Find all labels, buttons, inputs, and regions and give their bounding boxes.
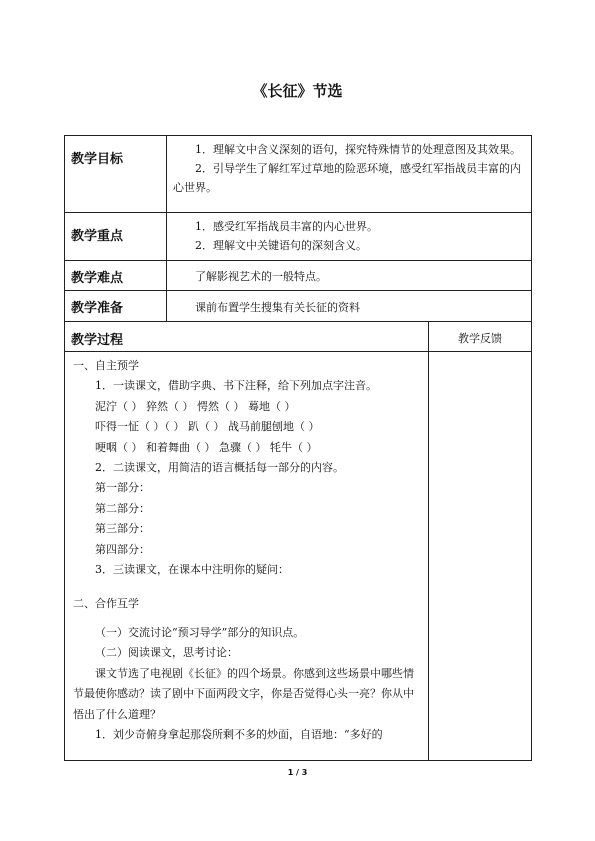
content-cell: [167, 261, 532, 291]
process-content: [65, 352, 428, 760]
process-body-cell: [65, 352, 429, 761]
process-line: 第一部分：: [95, 481, 150, 495]
content-cell: [167, 136, 532, 213]
process-header-cell: [65, 322, 429, 352]
teaching-goal-item-2: 2．引导学生了解红军过草地的险恶环境，感受红军指战员丰富的内心世界。: [173, 162, 521, 194]
row-teaching-difficulty: [65, 261, 532, 291]
teaching-focus-label: 教学重点: [71, 229, 124, 244]
teaching-goal-item-1: 1．理解文中含义深刻的语句，探究特殊情节的处理意图及其效果。: [195, 143, 521, 156]
section-heading: 二、合作互学: [73, 597, 139, 611]
row-teaching-focus: [65, 213, 532, 261]
process-line: 1．一读课文，借助字典、书下注释，给下列加点字注音。: [95, 379, 377, 393]
process-line: 第二部分：: [95, 501, 150, 515]
process-line: 第四部分：: [95, 542, 150, 556]
process-line: 1．刘少奇俯身拿起那袋所剩不多的炒面，自语地：“多好的: [95, 727, 383, 741]
process-line: 2．二读课文，用简洁的语言概括每一部分的内容。: [95, 461, 344, 475]
process-line: 吓得一怔（ ）（ ） 趴（ ） 战马前腿刨地（ ）: [95, 420, 320, 434]
content-cell: [167, 213, 532, 261]
process-line: （一）交流讨论“预习导学”部分的知识点。: [95, 625, 305, 639]
teaching-goal-label: 教学目标: [71, 152, 124, 167]
row-process-body: [65, 352, 532, 761]
row-teaching-prep: [65, 291, 532, 322]
teaching-prep-text: 课前布置学生搜集有关长征的资料: [195, 301, 360, 314]
row-process-header: [65, 322, 532, 352]
label-cell: [65, 291, 167, 322]
teaching-process-label: 教学过程: [71, 333, 124, 348]
section-heading: 一、自主预学: [73, 359, 139, 372]
lesson-plan-table: [64, 135, 532, 761]
label-cell: [65, 261, 167, 291]
feedback-body-cell: [429, 352, 532, 761]
process-line: （二）阅读课文，思考讨论：: [95, 646, 238, 660]
page-title: 《长征》节选: [252, 82, 343, 100]
process-line: 3．三读课文，在课本中注明你的疑问：: [95, 563, 289, 577]
feedback-header-cell: [429, 322, 532, 352]
teaching-difficulty-label: 教学难点: [71, 271, 124, 286]
teaching-feedback-label: 教学反馈: [458, 332, 502, 345]
row-teaching-goal: [65, 136, 532, 213]
teaching-focus-item-2: 2．理解文中关键语句的深刻含义。: [195, 239, 367, 252]
process-line: 第三部分：: [95, 522, 150, 536]
teaching-prep-label: 教学准备: [71, 301, 124, 316]
teaching-difficulty-text: 了解影视艺术的一般特点。: [195, 270, 327, 283]
page-number: 1 / 3: [287, 768, 308, 777]
label-cell: [65, 213, 167, 261]
teaching-focus-item-1: 1．感受红军指战员丰富的内心世界。: [195, 220, 378, 233]
process-paragraph: 课文节选了电视剧《长征》的四个场景。你感到这些场景中哪些情节最使你感动？读了剧中下面两段文字，你是否觉得心头一亮？你从中悟出了什么道理？: [73, 666, 414, 721]
label-cell: [65, 136, 167, 213]
content-cell: [167, 291, 532, 322]
process-line: 哽咽（ ） 和着舞曲（ ） 急骤（ ） 牦牛（ ）: [95, 440, 318, 454]
process-line: 泥泞（ ） 猝然（ ） 愕然（ ） 蓦地（ ）: [95, 399, 296, 413]
